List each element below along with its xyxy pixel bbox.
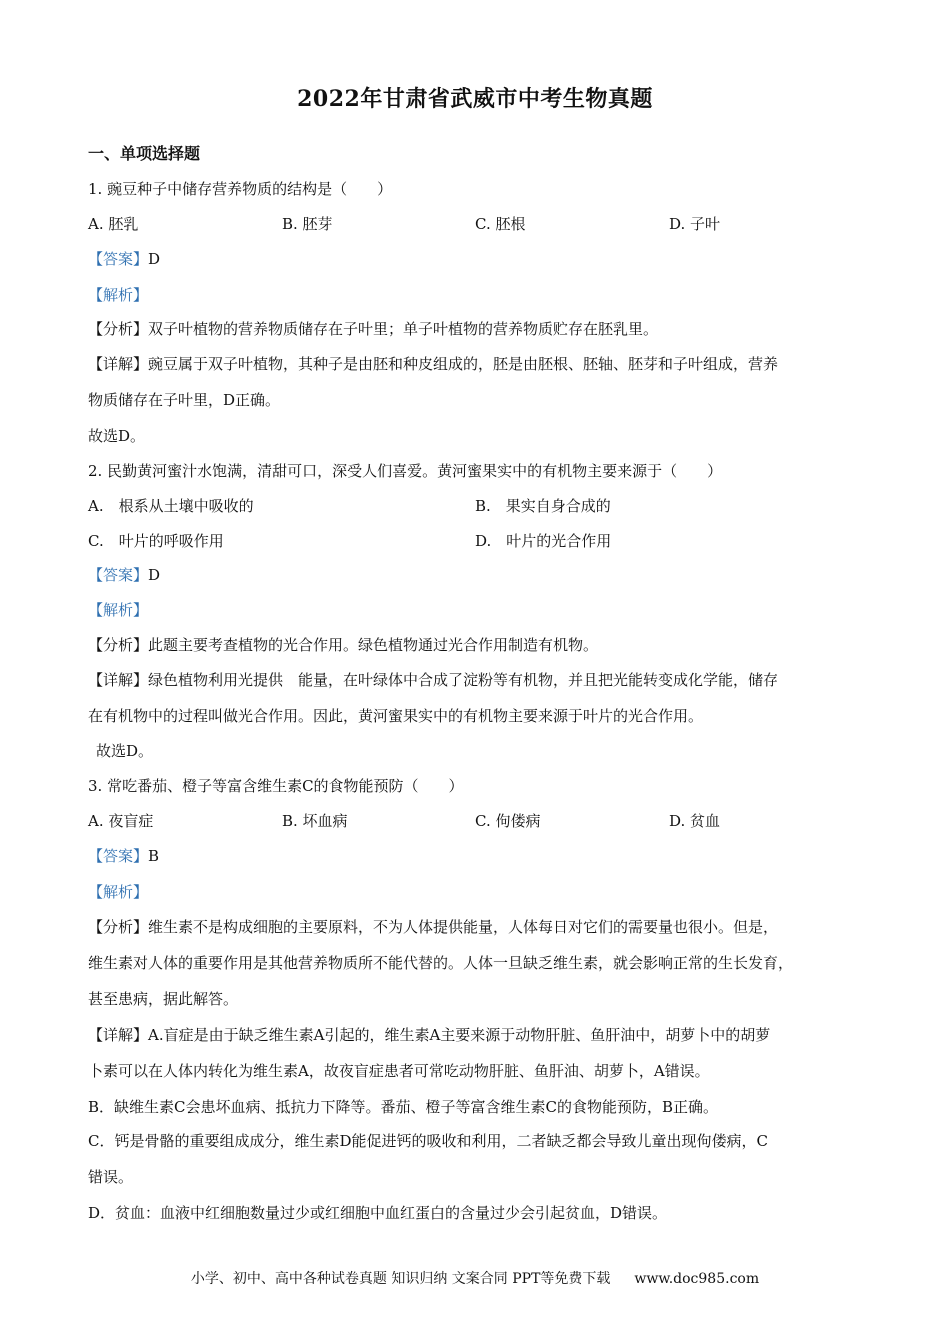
q2-fenxi	[88, 634, 598, 655]
q1-conclusion: 故选D。	[88, 427, 146, 445]
q1-answer	[88, 248, 160, 269]
q2-answer	[88, 564, 160, 585]
xiangjie-tag: 【详解】	[88, 1026, 149, 1044]
q1-xiangjie-cont: 物质储存在子叶里，D正确。	[88, 391, 281, 409]
q3-fenxi-cont-1: 维生素对人体的重要作用是其他营养物质所不能代替的。人体一旦缺乏维生素，就会影响正常的生长发育，	[88, 954, 794, 972]
q3-stem: 3. 常吃番茄、橙子等富含维生素C的食物能预防（ ）	[88, 777, 464, 795]
xiangjie-text: A.盲症是由于缺乏维生素A引起的，维生素A主要来源于动物肝脏、鱼肝油中，胡萝卜中的胡萝	[148, 1026, 771, 1044]
q2-option-a: A. 根系从土壤中吸收的	[88, 497, 254, 515]
answer-value: B	[148, 847, 160, 865]
q3-fenxi	[88, 916, 778, 937]
answer-tag: 【答案】	[88, 250, 149, 268]
page-title: 2022年甘肃省武威市中考生物真题	[297, 86, 653, 112]
q3-answer	[88, 845, 159, 866]
q1-fenxi	[88, 318, 658, 339]
fenxi-tag: 【分析】	[88, 320, 149, 338]
q1-option-b: B. 胚芽	[282, 215, 333, 233]
q1-option-d: D. 子叶	[669, 215, 721, 233]
q1-option-a: A. 胚乳	[88, 215, 139, 233]
q3-option-a: A. 夜盲症	[88, 812, 154, 830]
q1-analysis-tag: 【解析】	[88, 286, 149, 304]
fenxi-tag: 【分析】	[88, 918, 149, 936]
answer-tag: 【答案】	[88, 566, 149, 584]
fenxi-tag: 【分析】	[88, 636, 149, 654]
answer-tag: 【答案】	[88, 847, 149, 865]
q3-option-c: C. 佝偻病	[475, 812, 541, 830]
q2-conclusion: 故选D。	[96, 742, 154, 760]
fenxi-text: 双子叶植物的营养物质储存在子叶里；单子叶植物的营养物质贮存在胚乳里。	[148, 320, 659, 338]
xiangjie-tag: 【详解】	[88, 355, 149, 373]
q3-explain-d: D．贫血：血液中红细胞数量过少或红细胞中血红蛋白的含量过少会引起贫血，D错误。	[88, 1204, 668, 1222]
q1-stem: 1. 豌豆种子中储存营养物质的结构是（ ）	[88, 180, 393, 198]
xiangjie-tag: 【详解】	[88, 671, 149, 689]
q3-xiangjie-cont: 卜素可以在人体内转化为维生素A，故夜盲症患者可常吃动物肝脏、鱼肝油、胡萝卜，A错误。	[88, 1062, 710, 1080]
q2-analysis-tag: 【解析】	[88, 601, 149, 619]
q1-option-c: C. 胚根	[475, 215, 526, 233]
q3-option-d: D. 贫血	[669, 812, 721, 830]
footer-text: 小学、初中、高中各种试卷真题 知识归纳 文案合同 PPT等免费下载	[190, 1271, 611, 1287]
q2-xiangjie-cont: 在有机物中的过程叫做光合作用。因此，黄河蜜果实中的有机物主要来源于叶片的光合作用。	[88, 707, 704, 725]
section-heading: 一、单项选择题	[88, 144, 201, 163]
q2-xiangjie	[88, 669, 778, 690]
q3-explain-b: B．缺维生素C会患坏血病、抵抗力下降等。番茄、橙子等富含维生素C的食物能预防，B正确。	[88, 1098, 719, 1116]
footer	[0, 1268, 950, 1288]
answer-value: D	[148, 250, 161, 268]
q2-stem: 2. 民勤黄河蜜汁水饱满，清甜可口，深受人们喜爱。黄河蜜果实中的有机物主要来源于（ ）	[88, 462, 723, 480]
q2-option-b: B. 果实自身合成的	[475, 497, 611, 515]
xiangjie-text: 豌豆属于双子叶植物，其种子是由胚和种皮组成的，胚是由胚根、胚轴、胚芽和子叶组成，营养	[148, 355, 779, 373]
q3-explain-c: C．钙是骨骼的重要组成成分，维生素D能促进钙的吸收和利用，二者缺乏都会导致儿童出现佝偻病，C	[88, 1132, 768, 1150]
fenxi-text: 维生素不是构成细胞的主要原料，不为人体提供能量，人体每日对它们的需要量也很小。但是，	[148, 918, 779, 936]
fenxi-text: 此题主要考查植物的光合作用。绿色植物通过光合作用制造有机物。	[148, 636, 599, 654]
q3-xiangjie	[88, 1024, 770, 1045]
q3-fenxi-cont-2: 甚至患病，据此解答。	[88, 990, 239, 1008]
q3-option-b: B. 坏血病	[282, 812, 348, 830]
footer-link[interactable]: www.doc985.com	[634, 1271, 760, 1287]
q2-option-c: C. 叶片的呼吸作用	[88, 532, 224, 550]
q1-xiangjie	[88, 353, 778, 374]
q2-option-d: D. 叶片的光合作用	[475, 532, 612, 550]
answer-value: D	[148, 566, 161, 584]
q3-analysis-tag: 【解析】	[88, 883, 149, 901]
q3-explain-c-cont: 错误。	[88, 1168, 134, 1186]
xiangjie-text: 绿色植物利用光提供 能量，在叶绿体中合成了淀粉等有机物，并且把光能转变成化学能，储存	[148, 671, 779, 689]
